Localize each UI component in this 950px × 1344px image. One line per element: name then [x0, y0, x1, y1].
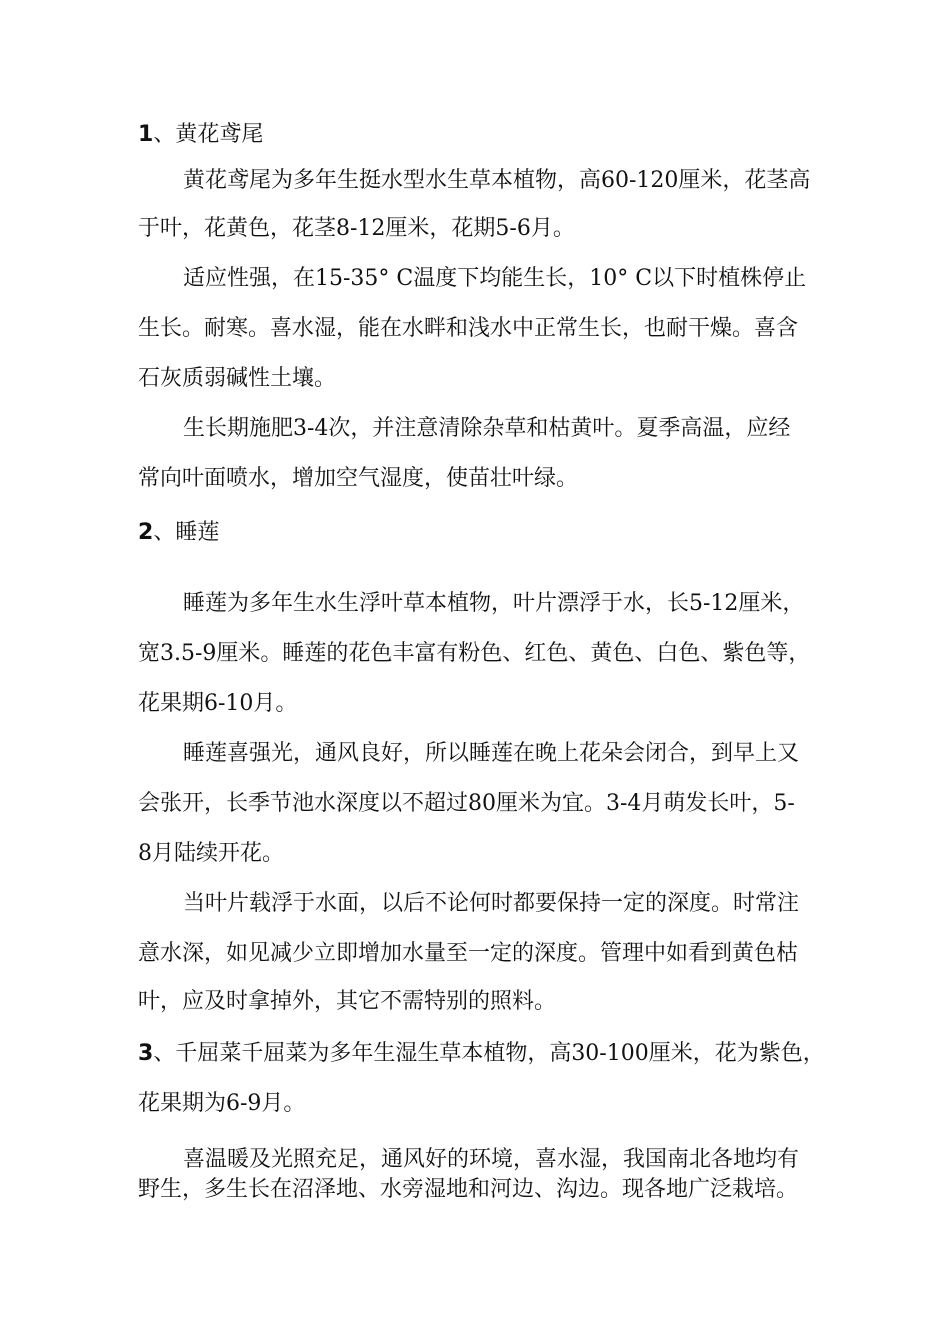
section-1-number: 1: [138, 122, 154, 147]
section-2-number: 2: [138, 520, 154, 545]
paragraph-line: 黄花鸢尾为多年生挺水型水生草本植物，高60-120厘米，花茎高: [183, 168, 811, 193]
paragraph-line: 当叶片载浮于水面，以后不论何时都要保持一定的深度。时常注: [183, 891, 800, 916]
section-3-number: 3: [138, 1041, 154, 1066]
paragraph-line: 睡莲为多年生水生浮叶草本植物，叶片漂浮于水，长5-12厘米，: [183, 591, 805, 616]
paragraph-line: 野生，多生长在沼泽地、水旁湿地和河边、沟边。现各地广泛栽培。: [138, 1177, 799, 1202]
paragraph-line: 花果期为6-9月。: [138, 1091, 306, 1116]
section-1-title: 、黄花鸢尾: [153, 122, 264, 147]
section-1-heading: [138, 120, 263, 150]
paragraph-line: 喜温暖及光照充足，通风好的环境，喜水湿，我国南北各地均有: [183, 1147, 800, 1172]
section-3-title: 、千屈菜千屈菜为多年生湿生草本植物，高30-100厘米，花为紫色，: [153, 1041, 825, 1066]
paragraph-line: 于叶，花黄色，花茎8-12厘米，花期5-6月。: [138, 216, 575, 241]
section-3-heading: [138, 1039, 825, 1069]
paragraph-line: 8月陆续开花。: [138, 841, 284, 866]
paragraph-line: 生长期施肥3-4次，并注意清除杂草和枯黄叶。夏季高温，应经: [183, 416, 791, 441]
paragraph-line: 叶，应及时拿掉外，其它不需特别的照料。: [138, 989, 557, 1014]
paragraph-line: 生长。耐寒。喜水湿，能在水畔和浅水中正常生长，也耐干燥。喜含: [138, 316, 799, 341]
paragraph-line: 石灰质弱碱性土壤。: [138, 366, 337, 391]
section-2-heading: [138, 518, 219, 548]
paragraph-line: 常向叶面喷水，增加空气湿度，使苗壮叶绿。: [138, 466, 579, 491]
paragraph-line: 睡莲喜强光，通风良好，所以睡莲在晚上花朵会闭合，到早上又: [183, 741, 800, 766]
paragraph-line: 适应性强，在15-35° C温度下均能生长，10° C以下时植株停止: [183, 266, 807, 291]
paragraph-line: 宽3.5-9厘米。睡莲的花色丰富有粉色、红色、黄色、白色、紫色等，: [138, 641, 811, 666]
paragraph-line: 意水深，如见减少立即增加水量至一定的深度。管理中如看到黄色枯: [138, 941, 799, 966]
paragraph-line: 会张开，长季节池水深度以不超过80厘米为宜。3-4月萌发长叶，5-: [138, 791, 795, 816]
section-2-title: 、睡莲: [153, 520, 220, 545]
paragraph-line: 花果期6-10月。: [138, 691, 298, 716]
